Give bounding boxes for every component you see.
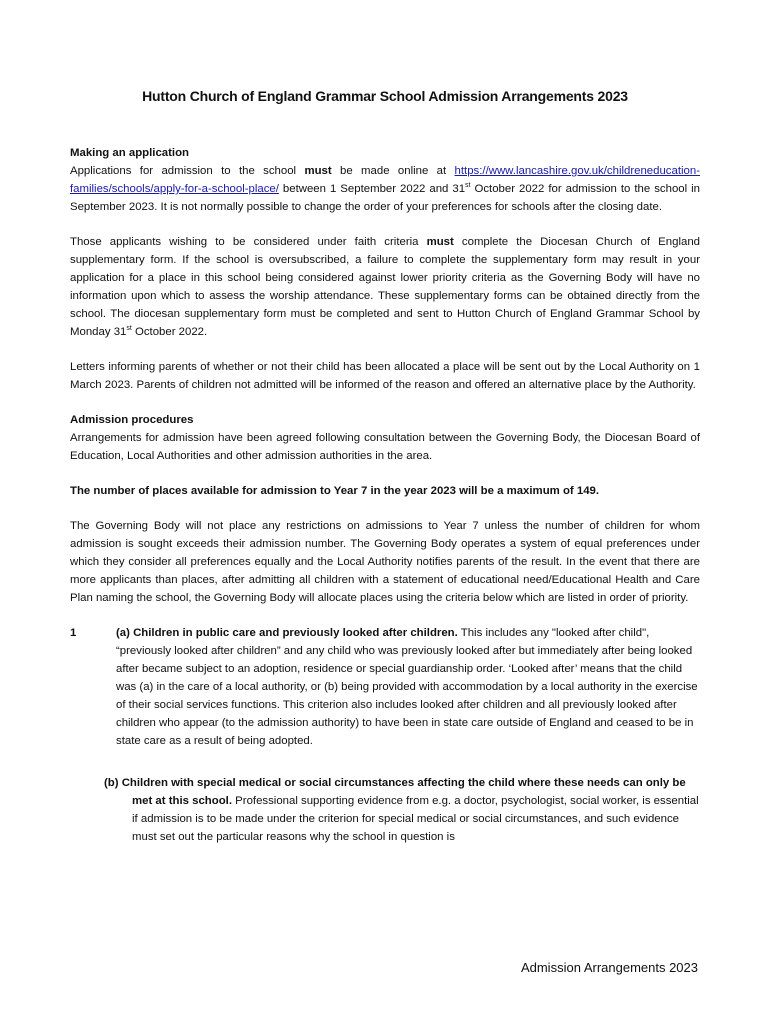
p2-must: must (426, 236, 454, 248)
document-body (70, 144, 700, 846)
document-title: Hutton Church of England Grammar School Admission Arrangements 2023 (142, 88, 628, 104)
criterion-number: 1 (70, 627, 77, 639)
criterion-1b-heading: (b) Children with special medical or social circumstances affecting the child where these needs can only be met at this school. (104, 777, 686, 807)
making-application-paragraph-1 (70, 144, 700, 216)
making-application-paragraph-2 (70, 233, 700, 341)
p2-text-c: October 2022. (131, 326, 208, 338)
p1-text-d: October 2022 for admission to the school in September 2023. It is not normally possible to change the order of your preferences for schools after the closing date. (70, 183, 701, 213)
page-footer: Admission Arrangements 2023 (520, 960, 698, 975)
p1-text-b: be made online at (331, 165, 455, 177)
p2-text-a: Those applicants wishing to be considered under faith criteria (70, 236, 427, 248)
p1-must: must (304, 165, 332, 177)
p1-text-a: Applications for admission to the school (70, 165, 305, 177)
admission-procedures-heading: Admission procedures (70, 414, 194, 426)
criterion-1a-heading: (a) Children in public care and previously looked after children. (116, 627, 458, 639)
p1-text-c: between 1 September 2022 and 31 (278, 183, 466, 195)
criterion-1 (70, 624, 700, 750)
p2-superscript: st (126, 325, 132, 333)
making-application-heading: Making an application (70, 147, 189, 159)
admission-procedures-text: Arrangements for admission have been agreed following consultation between the Governing Body, the Diocesan Board of Education, Local Authorities and other admission authorities in the area. (70, 432, 700, 462)
p1-superscript: st (465, 182, 471, 190)
criterion-1a-text (116, 624, 700, 750)
admission-procedures-paragraph-2: The Governing Body will not place any restrictions on admissions to Year 7 unless the number of children for whom admission is sought exceeds their admission number. The Governing Body operates a system of equal preferences under which they consider all preferences equally and the Local Authority notifies parents of the result. In the event that there are more applicants than places, after admitting all children with a statement of educational need/Educational Health and Care Plan naming the school, the Governing Body will allocate places using the criteria below which are listed in order of priority. (70, 520, 700, 604)
making-application-paragraph-3: Letters informing parents of whether or not their child has been allocated a place will be sent out by the Local Authority on 1 March 2023. Parents of children not admitted will be informed of the reason and offered an alternative place by the Authority. (70, 361, 700, 391)
criterion-1a-body: This includes any "looked after child", “previously looked after children” and any child who was previously looked after but immediately after being looked after became subject to an adoption, residence or special guardianship order. ‘Looked after’ means that the child was (a) in the care of a local authority, or (b) being provided with accommodation by a local authority in the exercise of their social services functions. This criterion also includes looked after children and all previously looked after children who appear (to the admission authority) to have been in state care outside of England and ceased to be in state care as a result of being adopted. (116, 627, 698, 747)
criterion-1b (104, 774, 700, 846)
application-link[interactable]: https://www.lancashire.gov.uk/childreneducation-families/schools/apply-for-a-school-place/ (70, 165, 700, 195)
places-available-statement: The number of places available for admission to Year 7 in the year 2023 will be a maximum of 149. (70, 485, 600, 497)
criterion-1b-body: Professional supporting evidence from e.g. a doctor, psychologist, social worker, is essential if admission is to be made under the criterion for special medical or social circumstances, and such evidence must set out the particular reasons why the school in question is (132, 795, 699, 843)
admission-procedures-paragraph-1 (70, 411, 700, 465)
p2-text-b: complete the Diocesan Church of England supplementary form. If the school is oversubscribed, a failure to complete the supplementary form may result in your application for a place in this school being considered against lower priority criteria as the Governing Body will have no information upon which to assess the worship attendance. These supplementary forms can be obtained directly from the school. The diocesan supplementary form must be completed and sent to Hutton Church of England Grammar School by Monday 31 (70, 236, 700, 338)
